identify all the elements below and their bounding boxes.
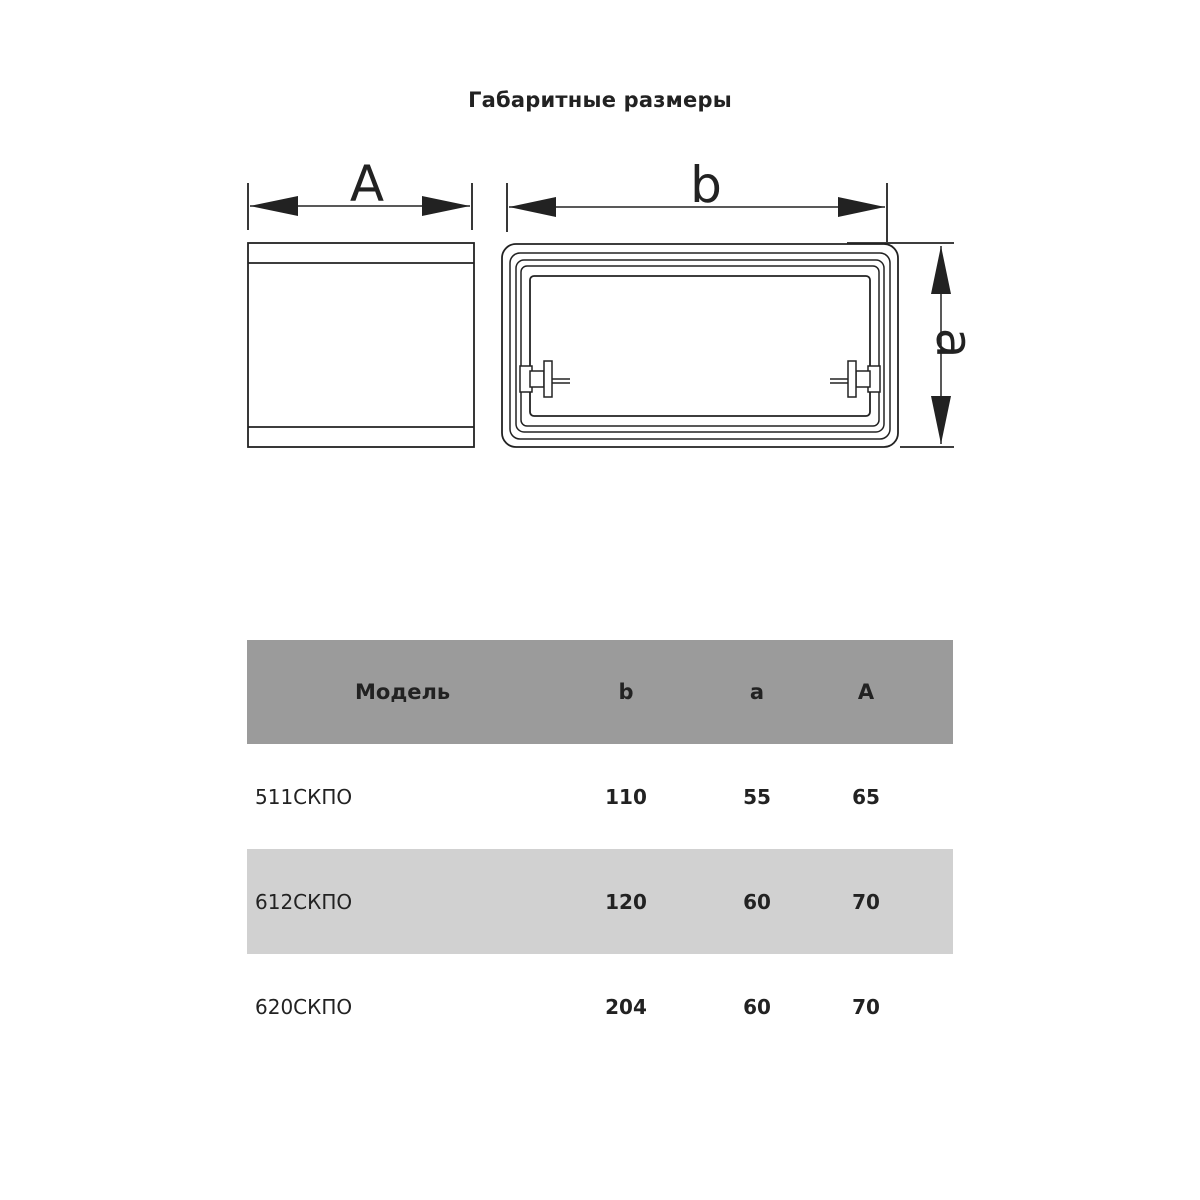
table-row bbox=[247, 849, 953, 954]
front-view-frame-4 bbox=[521, 266, 879, 426]
table-row bbox=[247, 954, 953, 1059]
right-latch-clip bbox=[830, 361, 880, 397]
dimension-label-A: A bbox=[349, 155, 385, 213]
cell-a: 60 bbox=[743, 994, 771, 1019]
cell-b: 204 bbox=[605, 994, 647, 1019]
cell-a: 55 bbox=[743, 784, 771, 809]
dimensions-table bbox=[247, 640, 953, 1059]
side-view-body bbox=[248, 243, 474, 447]
header-a: a bbox=[749, 680, 765, 704]
header-b: b bbox=[618, 680, 634, 704]
cell-model: 612СКПО bbox=[255, 889, 353, 914]
dimension-label-a: a bbox=[925, 327, 983, 359]
header-A: A bbox=[857, 680, 875, 704]
front-view-inner-opening bbox=[530, 276, 870, 416]
side-view bbox=[248, 183, 474, 447]
cell-b: 110 bbox=[605, 784, 647, 809]
cell-model: 620СКПО bbox=[255, 994, 353, 1019]
table-header-row bbox=[247, 640, 953, 744]
front-view-frame-3 bbox=[516, 260, 884, 432]
left-latch-clip bbox=[520, 361, 570, 397]
cell-A: 65 bbox=[852, 784, 880, 809]
table-row bbox=[247, 744, 953, 849]
front-view-frame-2 bbox=[510, 253, 890, 439]
front-view bbox=[502, 183, 954, 447]
cell-A: 70 bbox=[852, 889, 880, 914]
cell-a: 60 bbox=[743, 889, 771, 914]
cell-A: 70 bbox=[852, 994, 880, 1019]
page-title: Габаритные размеры bbox=[468, 88, 732, 112]
dimension-label-b: b bbox=[690, 156, 722, 214]
cell-b: 120 bbox=[605, 889, 647, 914]
header-model: Модель bbox=[355, 680, 451, 704]
cell-model: 511СКПО bbox=[255, 784, 353, 809]
